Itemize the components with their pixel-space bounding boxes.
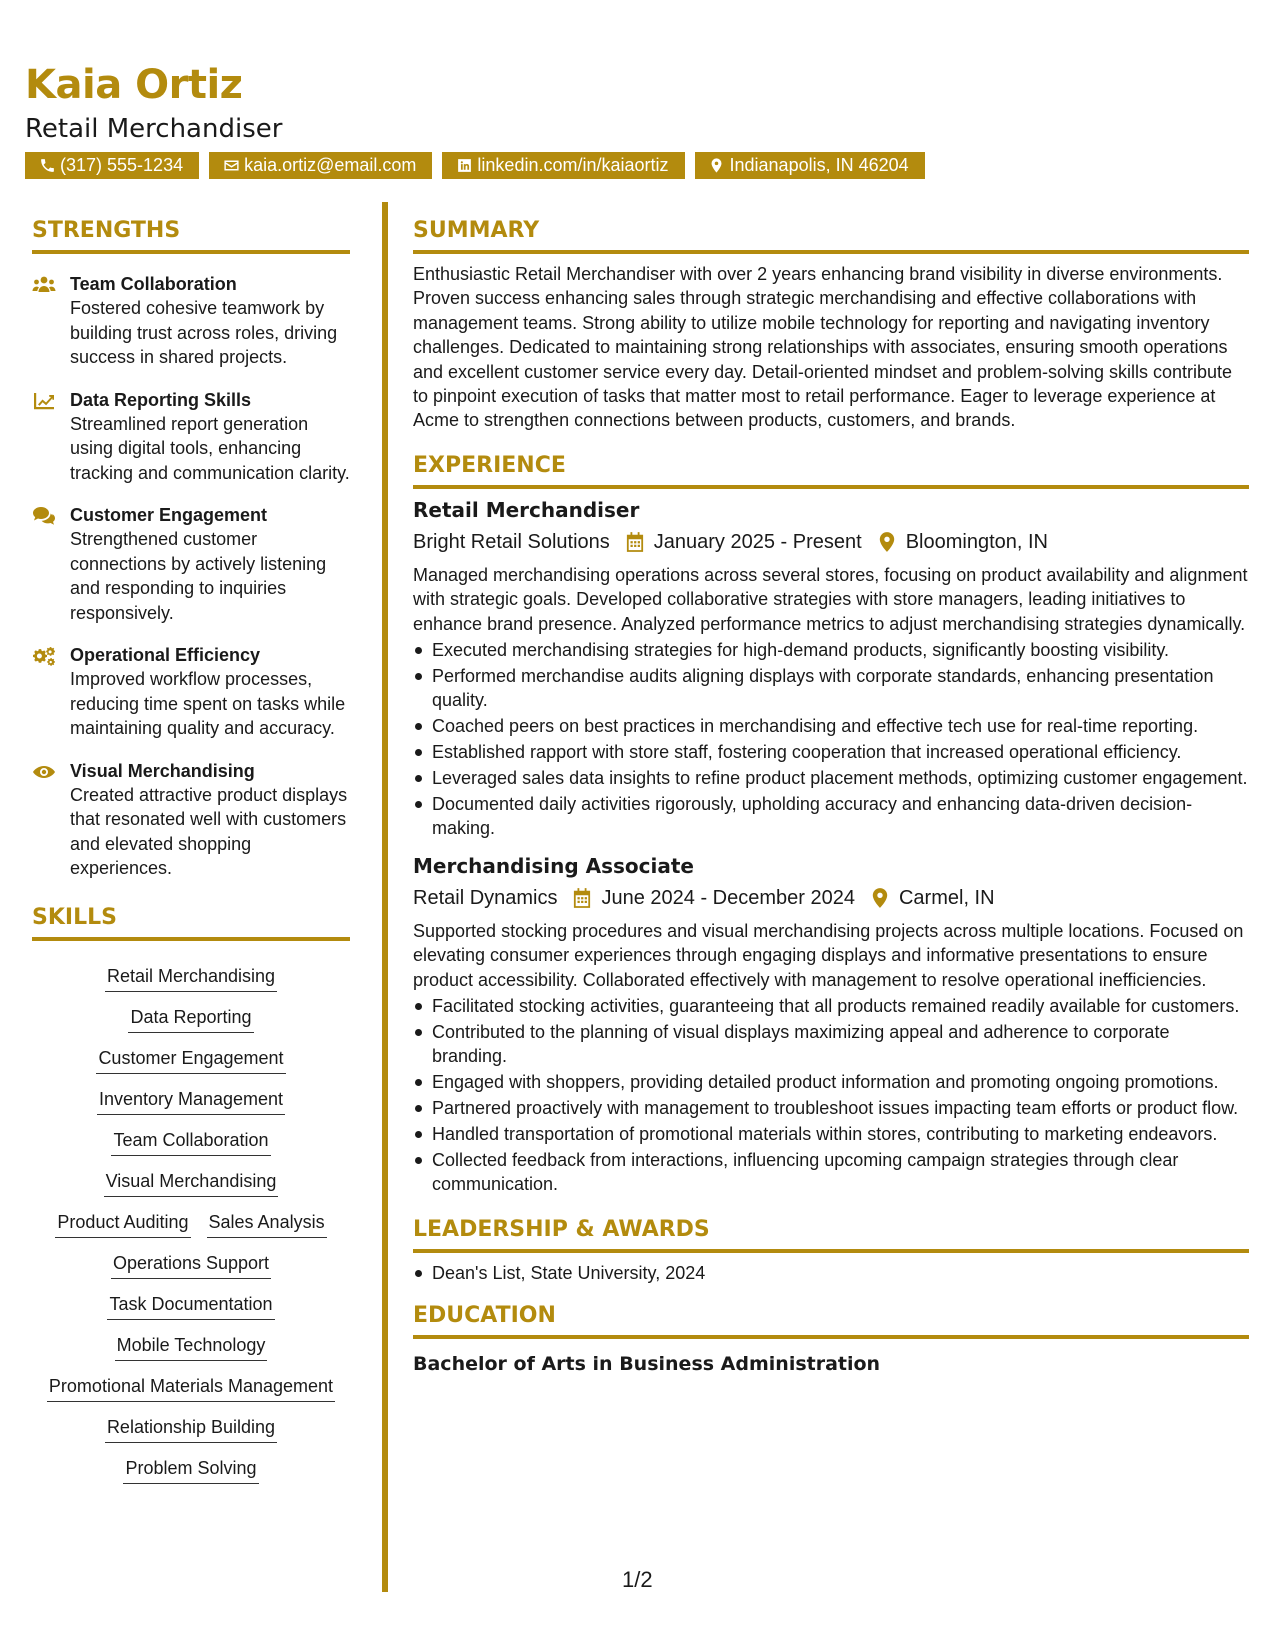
job-description: Managed merchandising operations across several stores, focusing on product availability and alignment with strategic goals. Developed collaborative strategies with store managers, leading initiatives to enhance brand presence. Analyzed performance metrics to adjust merchandising strategies dynamically. [413,564,1248,634]
job-entry [413,851,1249,1197]
calendar-icon [571,887,593,909]
envelope-icon [221,156,241,176]
job-location: Carmel, IN [898,886,995,909]
right-column [413,216,1249,1377]
strength-desc: Created attractive product displays that resonated well with customers and elevated shopping experiences. [70,784,348,878]
skill-tag: Relationship Building [105,1412,277,1443]
degree-title: Bachelor of Arts in Business Administration [413,1353,881,1376]
strength-title: Data Reporting Skills [70,389,252,410]
bullet-item: Executed merchandising strategies for high-demand products, significantly boosting visibility. [413,638,1249,662]
skill-row [47,1371,335,1402]
bullet-item: Coached peers on best practices in merchandising and effective tech use for real-time reporting. [413,714,1249,738]
skill-tag: Data Reporting [128,1002,253,1033]
skills-heading: SKILLS [32,903,350,941]
candidate-name: Kaia Ortiz [25,62,243,108]
strength-desc: Streamlined report generation using digital tools, enhancing tracking and communication clarity. [70,413,350,483]
strength-item [32,503,350,625]
skill-row [115,1330,268,1361]
skill-row [111,1248,271,1279]
strength-item [32,388,350,486]
skill-tag: Task Documentation [107,1289,274,1320]
contact-location-text: Indianapolis, IN 46204 [729,155,909,175]
job-bullets [413,638,1249,841]
contact-bar [25,152,925,179]
job-location: Bloomington, IN [905,530,1048,553]
strength-item [32,759,350,881]
users-icon [32,272,70,370]
job-company: Bright Retail Solutions [413,530,610,553]
gears-icon [32,643,70,741]
job-dates: January 2025 - Present [653,530,862,553]
map-pin-icon [876,531,898,553]
skill-tag: Customer Engagement [96,1043,285,1074]
bullet-item: Facilitated stocking activities, guaranteeing that all products remained readily available for customers. [413,994,1249,1018]
leadership-heading: LEADERSHIP & AWARDS [413,1215,1249,1253]
skill-tag: Operations Support [111,1248,271,1279]
skill-row [104,1166,279,1197]
job-company: Retail Dynamics [413,886,558,909]
strength-title: Operational Efficiency [70,645,261,665]
skill-tag: Inventory Management [97,1084,285,1115]
strength-item [32,272,350,370]
skill-row [55,1207,326,1238]
contact-linkedin[interactable] [442,152,684,179]
chart-line-icon [32,388,70,486]
job-meta [413,527,1249,557]
column-divider [382,202,388,1592]
strength-item [32,643,350,741]
eye-icon [32,759,70,881]
bullet-item: Engaged with shoppers, providing detailed product information and promoting ongoing promotions. [413,1070,1249,1094]
strengths-heading: STRENGTHS [32,216,350,254]
education-heading: EDUCATION [413,1301,1249,1339]
phone-icon [37,156,57,176]
strength-desc: Improved workflow processes, reducing time spent on tasks while maintaining quality and accuracy. [70,669,346,738]
skill-row [111,1125,270,1156]
left-column [32,216,350,1484]
skill-tag: Problem Solving [123,1453,258,1484]
strength-title: Customer Engagement [70,505,268,525]
skill-tag: Team Collaboration [111,1125,270,1156]
skill-row [128,1002,253,1033]
contact-email-text: kaia.ortiz@email.com [244,155,417,175]
calendar-icon [624,531,646,553]
contact-linkedin-text: linkedin.com/in/kaiaortiz [477,155,669,175]
resume-header [25,58,925,179]
experience-heading: EXPERIENCE [413,451,1249,489]
skill-row [107,1289,274,1320]
skill-row [105,961,277,992]
leadership-list [413,1261,1249,1285]
strength-desc: Fostered cohesive teamwork by building trust across roles, driving success in shared projects. [70,298,338,367]
skill-tag: Promotional Materials Management [47,1371,335,1402]
contact-email[interactable] [209,152,432,179]
contact-phone[interactable] [25,152,199,179]
job-dates: June 2024 - December 2024 [601,886,855,909]
summary-text: Enthusiastic Retail Merchandiser with over 2 years enhancing brand visibility in diverse environments. Proven success enhancing sales through strategic merchandising and effective collaborations with management teams. Strong ability to utilize mobile technology for reporting and navigating inventory challenges. Dedicated to maintaining strong relationships with associates, ensuring smooth operations and excellent customer service every day. Detail-oriented mindset and problem-solving skills contribute to pinpoint execution of tasks that matter most to retail performance. Eager to leverage experience at Acme to strengthen connections between products, customers, and brands. [413,264,1233,431]
contact-location [695,152,925,179]
linkedin-icon [454,156,474,176]
skill-row [123,1453,258,1484]
strength-title: Team Collaboration [70,274,237,294]
bullet-item: Collected feedback from interactions, influencing upcoming campaign strategies through clear communication. [413,1148,1249,1197]
job-bullets [413,994,1249,1197]
candidate-role: Retail Merchandiser [25,114,283,144]
comments-icon [32,503,70,625]
job-title: Merchandising Associate [413,853,694,878]
skill-tag: Product Auditing [55,1207,190,1238]
skill-row [97,1084,285,1115]
summary-heading: SUMMARY [413,216,1249,254]
strength-title: Visual Merchandising [70,760,255,781]
bullet-item: Partnered proactively with management to troubleshoot issues impacting team efforts or product flow. [413,1096,1249,1120]
page-number: 1/2 [622,1567,653,1592]
skill-row [105,1412,277,1443]
map-pin-icon [707,156,727,176]
skill-tag: Visual Merchandising [104,1166,279,1197]
job-meta [413,883,1249,913]
bullet-item: Contributed to the planning of visual displays maximizing appeal and adherence to corporate branding. [413,1020,1249,1069]
bullet-item: Leveraged sales data insights to refine product placement methods, optimizing customer engagement. [413,766,1249,790]
contact-phone-text: (317) 555-1234 [60,155,184,175]
job-title: Retail Merchandiser [413,497,640,522]
award-item: Dean's List, State University, 2024 [413,1261,1249,1285]
skill-tag: Retail Merchandising [105,961,277,992]
bullet-item: Handled transportation of promotional materials within stores, contributing to marketing endeavors. [413,1122,1249,1146]
map-pin-icon [869,887,891,909]
bullet-item: Documented daily activities rigorously, upholding accuracy and enhancing data-driven decision-making. [413,792,1249,841]
bullet-item: Established rapport with store staff, fostering cooperation that increased operational efficiency. [413,740,1249,764]
job-entry [413,495,1249,841]
skills-list [32,951,350,1484]
bullet-item: Performed merchandise audits aligning displays with corporate standards, enhancing presentation quality. [413,664,1249,713]
strength-desc: Strengthened customer connections by actively listening and responding to inquiries responsively. [70,529,327,623]
skill-tag: Mobile Technology [115,1330,268,1361]
skill-row [96,1043,285,1074]
skill-tag: Sales Analysis [207,1207,327,1238]
job-description: Supported stocking procedures and visual merchandising projects across multiple locations. Focused on elevating consumer experiences through engaging displays and informative presentations to ensure product accessibility. Collaborated effectively with management to resolve operational inefficiencies. [413,920,1244,990]
